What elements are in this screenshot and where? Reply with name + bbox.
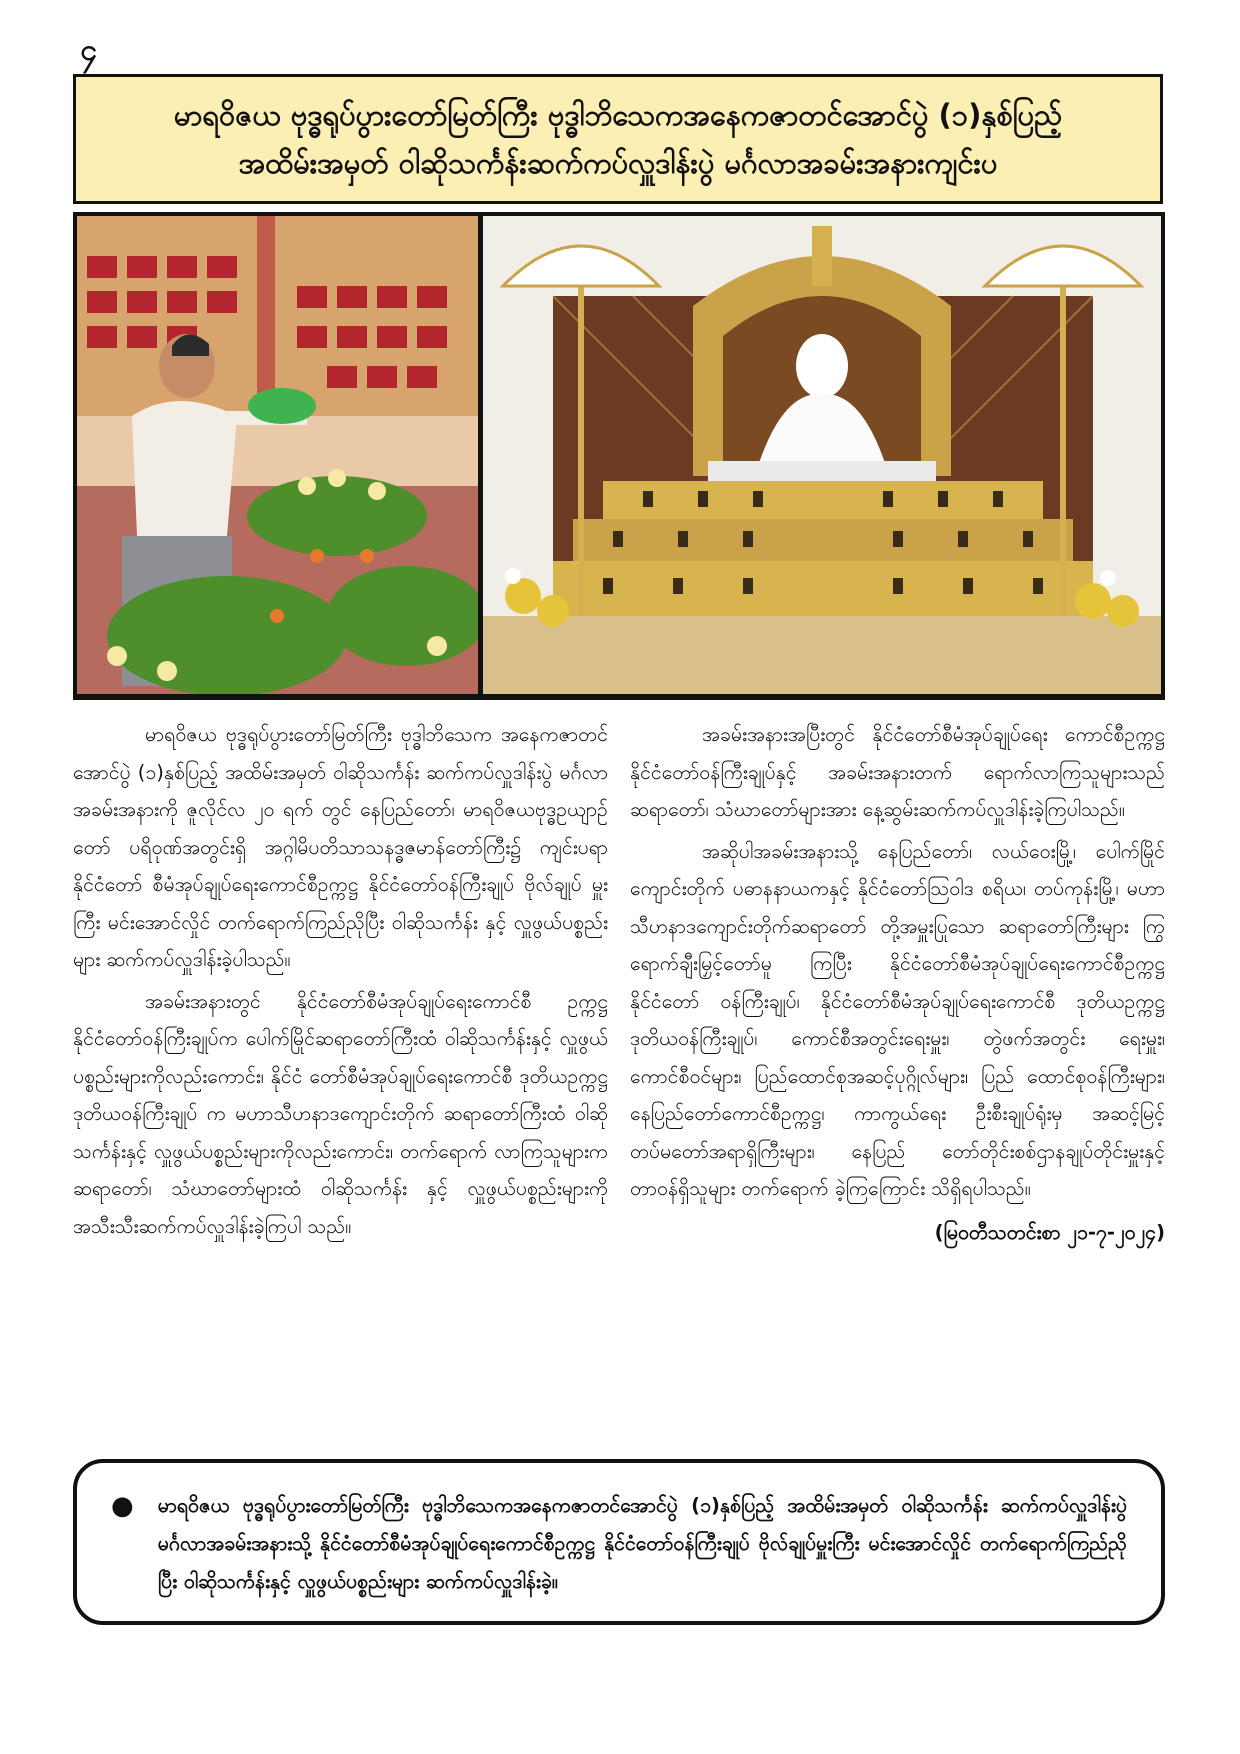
headline-line-1: မာရဝိဇယ ဗုဒ္ဓရုပ်ပွားတော်မြတ်ကြီး ဗုဒ္ဓါဘိသေကအနေကဇာတင်အောင်ပွဲ (၁)နှစ်ပြည့် xyxy=(173,98,1063,132)
buddha-photo-illustration xyxy=(483,216,1161,694)
page-number: ၄ xyxy=(80,33,97,68)
left-paragraph-2: အခမ်းအနားတွင် နိုင်ငံတော်စီမံအုပ်ချုပ်ရေးကောင်စီ ဥက္ကဋ္ဌ နိုင်ငံတော်ဝန်ကြီးချုပ်က ပေါက်မြိုင်ဆရာတော်ကြီးထံ ဝါဆိုသင်္ကန်းနှင့် လှူဖွယ်ပစ္စည်းများကိုလည်းကောင်း၊ နိုင်ငံ တော်စီမံအုပ်ချုပ်ရေးကောင်စီ ဒုတိယဥက္ကဋ္ဌ ဒုတိယဝန်ကြီးချုပ် က မဟာသီဟနာဒကျောင်းတိုက် ဆရာတော်ကြီးထံ ဝါဆို သင်္ကန်းနှင့် လှူဖွယ်ပစ္စည်းများကိုလည်းကောင်း၊ တက်ရောက် လာကြသူများက ဆရာတော်၊ သံဃာတော်များထံ ဝါဆိုသင်္ကန်း နှင့် လှူဖွယ်ပစ္စည်းများကို အသီးသီးဆက်ကပ်လှူဒါန်းခဲ့ကြပါ သည်။ xyxy=(73,989,608,1238)
photo-buddha-image xyxy=(483,216,1161,694)
headline-line-2: အထိမ်းအမှတ် ဝါဆိုသင်္ကန်းဆက်ကပ်လှူဒါန်းပွဲ မင်္ဂလာအခမ်းအနားကျင်းပ xyxy=(238,146,998,180)
headline-box xyxy=(73,74,1163,204)
right-paragraph-1: အခမ်းအနားအပြီးတွင် နိုင်ငံတော်စီမံအုပ်ချုပ်ရေး ကောင်စီဥက္ကဋ္ဌ နိုင်ငံတော်ဝန်ကြီးချုပ်နှင့် အခမ်းအနားတက် ရောက်လာကြသူများသည် ဆရာတော်၊ သံဃာတော်များအား နေ့ဆွမ်းဆက်ကပ်လှူဒါန်းခဲ့ကြပါသည်။ xyxy=(630,723,1165,821)
left-column xyxy=(73,716,608,1249)
summary-box xyxy=(73,1459,1165,1625)
source-citation: (မြဝတီသတင်းစာ ၂၁-၇-၂၀၂၄) xyxy=(934,1220,1165,1244)
photo-offering-ceremony xyxy=(77,216,478,694)
photo-frame xyxy=(73,212,1165,700)
summary-text: မာရဝိဇယ ဗုဒ္ဓရုပ်ပွားတော်မြတ်ကြီး ဗုဒ္ဓါဘိသေကအနေကဇာတင်အောင်ပွဲ (၁)နှစ်ပြည့် အထိမ်းအမှတ် ဝါဆိုသင်္ကန်း ဆက်ကပ်လှူဒါန်းပွဲ မင်္ဂလာအခမ်းအနားသို့ နိုင်ငံတော်စီမံအုပ်ချုပ်ရေးကောင်စီဥက္ကဋ္ဌ နိုင်ငံတော်ဝန်ကြီးချုပ် ဗိုလ်ချုပ်မှူးကြီး မင်းအောင်လှိုင် တက်ရောက်ကြည်ညိုပြီး ဝါဆိုသင်္ကန်းနှင့် လှူဖွယ်ပစ္စည်းများ ဆက်ကပ်လှူဒါန်းခဲ့။ xyxy=(157,1494,1127,1593)
bullet-icon: ● xyxy=(111,1491,134,1521)
right-paragraph-2: အဆိုပါအခမ်းအနားသို့ နေပြည်တော်၊ လယ်ဝေးမြို့၊ ပေါက်မြိုင်ကျောင်းတိုက် ပဓာနနာယကနှင့် နိုင်ငံတော်ဩဝါဒ စရိယ၊ တပ်ကုန်းမြို့၊ မဟာသီဟနာဒကျောင်းတိုက်ဆရာတော် တို့အမှူးပြုသော ဆရာတော်ကြီးများ ကြွရောက်ချီးမြှင့်တော်မူ ကြပြီး နိုင်ငံတော်စီမံအုပ်ချုပ်ရေးကောင်စီဥက္ကဋ္ဌ နိုင်ငံတော် ဝန်ကြီးချုပ်၊ နိုင်ငံတော်စီမံအုပ်ချုပ်ရေးကောင်စီ ဒုတိယဥက္ကဋ္ဌ ဒုတိယဝန်ကြီးချုပ်၊ ကောင်စီအတွင်းရေးမှူး၊ တွဲဖက်အတွင်း ရေးမှူး၊ ကောင်စီဝင်များ၊ ပြည်ထောင်စုအဆင့်ပုဂ္ဂိုလ်များ၊ ပြည် ထောင်စုဝန်ကြီးများ၊ နေပြည်တော်ကောင်စီဥက္ကဋ္ဌ၊ ကာကွယ်ရေး ဦးစီးချုပ်ရုံးမှ အဆင့်မြင့်တပ်မတော်အရာရှိကြီးများ၊ နေပြည် တော်တိုင်းစစ်ဌာနချုပ်တိုင်းမှူးနှင့် တာဝန်ရှိသူများ တက်ရောက် ခဲ့ကြကြောင်း သိရှိရပါသည်။ xyxy=(630,839,1165,1200)
offering-photo-illustration xyxy=(77,216,478,694)
left-paragraph-1: မာရဝိဇယ ဗုဒ္ဓရုပ်ပွားတော်မြတ်ကြီး ဗုဒ္ဓါဘိသေက အနေကဇာတင်အောင်ပွဲ (၁)နှစ်ပြည့် အထိမ်းအမှတ် ဝါဆိုသင်္ကန်း ဆက်ကပ်လှူဒါန်းပွဲ မင်္ဂလာအခမ်းအနားကို ဇူလိုင်လ ၂၀ ရက် တွင် နေပြည်တော်၊ မာရဝိဇယဗုဒ္ဓဥယျာဉ်တော် ပရိဝုဏ်အတွင်းရှိ အဂ္ဂါမိပတိသာသနဒ္ဓဇမာန်တော်ကြီး၌ ကျင်းပရာ နိုင်ငံတော် စီမံအုပ်ချုပ်ရေးကောင်စီဥက္ကဋ္ဌ နိုင်ငံတော်ဝန်ကြီးချုပ် ဗိုလ်ချုပ် မှူးကြီး မင်းအောင်လှိုင် တက်ရောက်ကြည်ညိုပြီး ဝါဆိုသင်္ကန်း နှင့် လှူဖွယ်ပစ္စည်းများ ဆက်ကပ်လှူဒါန်းခဲ့ပါသည်။ xyxy=(73,723,608,971)
right-column xyxy=(630,716,1165,1255)
